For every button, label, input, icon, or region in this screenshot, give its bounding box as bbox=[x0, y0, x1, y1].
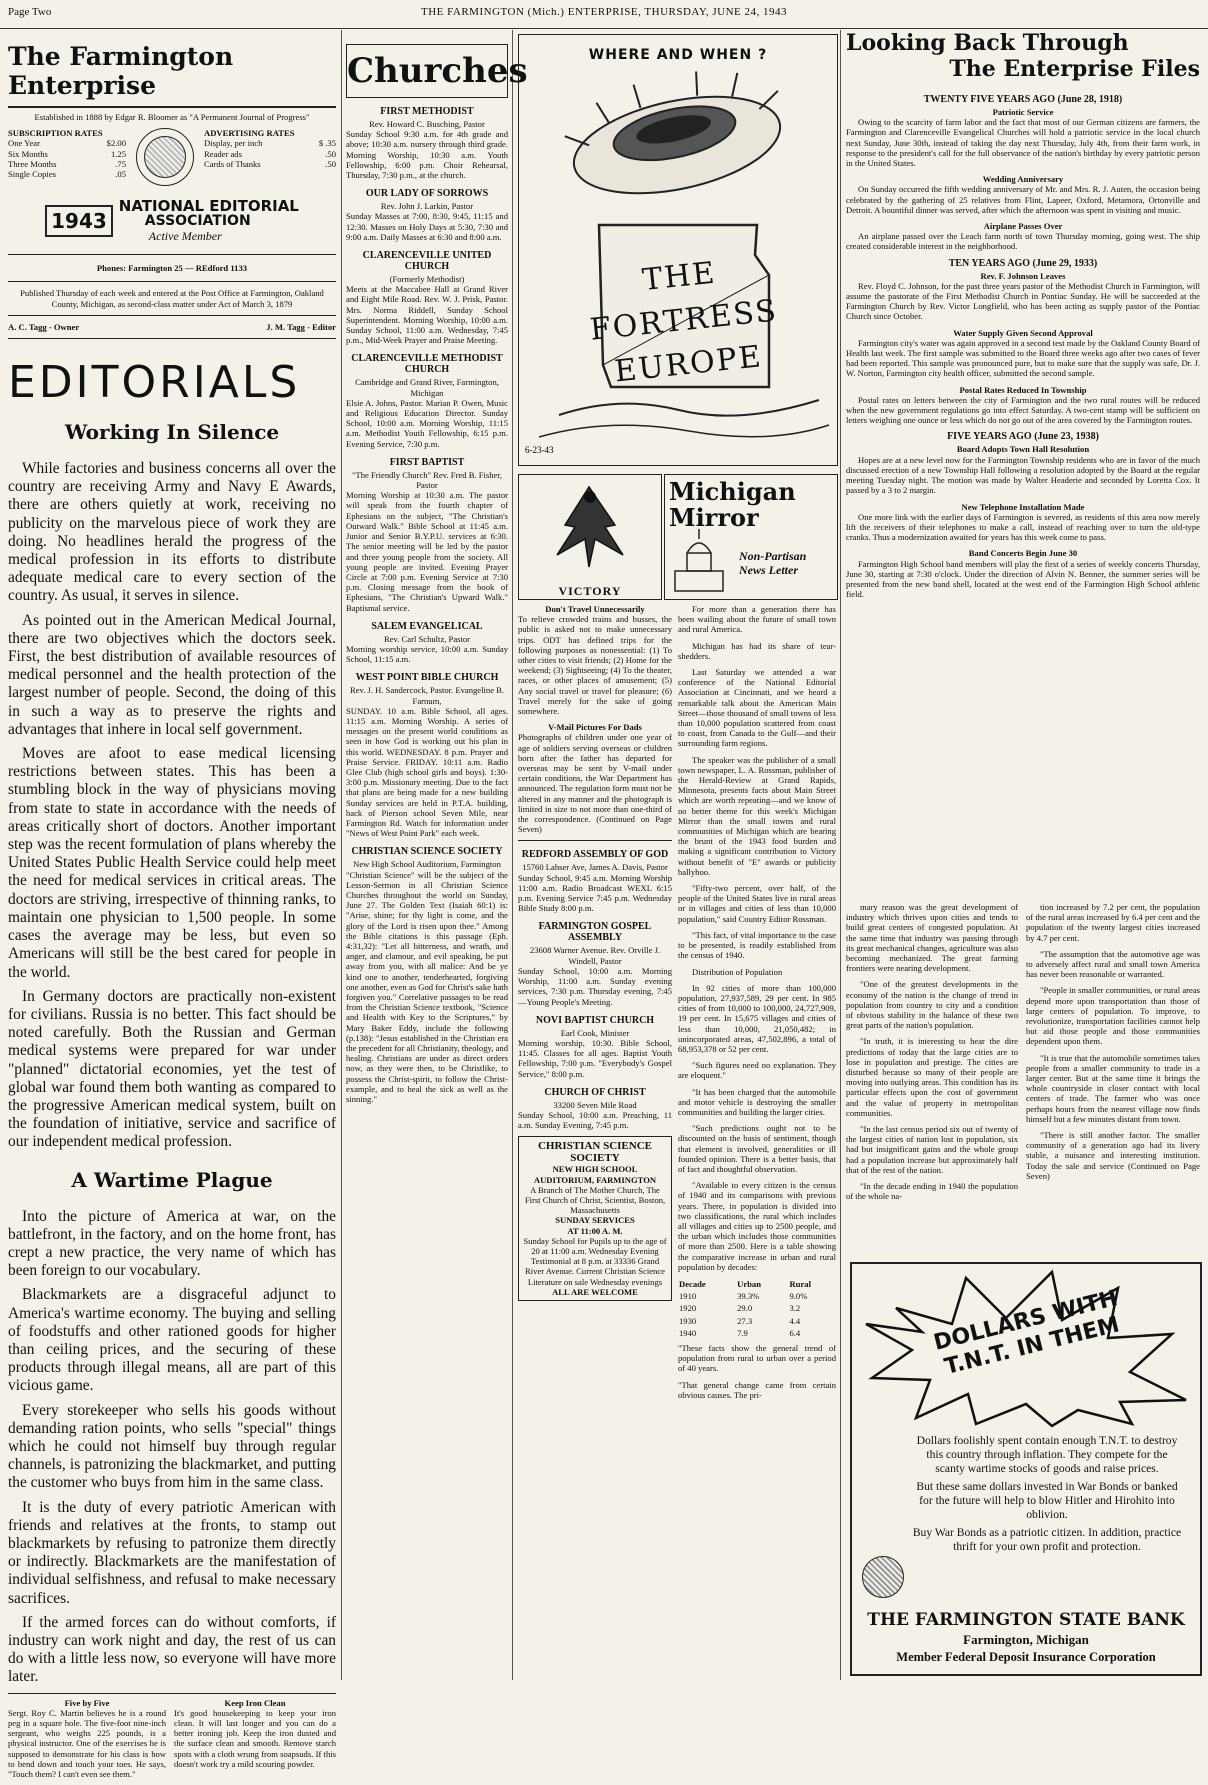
masthead-line: THE FARMINGTON (Mich.) ENTERPRISE, THURSDAY, JUNE 24, 1943 bbox=[420, 6, 788, 18]
headline-working-in-silence: Working In Silence bbox=[64, 420, 280, 445]
paragraph: Last Saturday we attended a war conference of the National Editorial Association at Cincinnati, and we heard a remarkable talk about the American Main Street—those thousand of small towns of less than 10,000 population scattered from coast to coast, from Canada to the Gulf—and their surrounding farm regions. bbox=[678, 667, 836, 749]
ad-copy bbox=[912, 1434, 1182, 1558]
paragraph: Distribution of Population bbox=[692, 966, 783, 977]
table-header: Urban bbox=[737, 1278, 761, 1289]
church-listing bbox=[346, 672, 508, 838]
rate-label: Reader ads bbox=[204, 148, 242, 159]
paragraph: Every storekeeper who sells his goods without demanding ration points, who sells "special" things which he could not himself buy through regular channels, is patronizing the blackmarket, and putting the customer who buys from him in the same class. bbox=[8, 1401, 336, 1492]
church-name: CHRISTIAN SCIENCE SOCIETY bbox=[351, 846, 503, 858]
church-pastor: Rev. Carl Schultz, Pastor bbox=[383, 633, 471, 644]
church-pastor: Rev. Howard C. Busching, Pastor bbox=[369, 119, 485, 129]
filler-five-by-five: Five by Five Sergt. Roy C. Martin believes he is a round peg in a square hole. The five-foot nine-inch sergeant, who weighs 225 pounds, is a physical instructor. One of the exercises he is supposed to demonstrate for his class is how to bend down and touch your toes. He says, "Touch them? I can't even see them." bbox=[8, 1697, 166, 1780]
rate-row bbox=[204, 149, 336, 159]
advertising-rates: ADVERTISING RATES Display, per inch $ .35 Reader ads .50 Cards of Thanks .50 bbox=[204, 128, 336, 169]
cartoon-title: WHERE AND WHEN ? bbox=[588, 47, 768, 63]
ad-paragraph: But these same dollars invested in War Bonds or banked for the future will help to blow Hitler and Hirohito into oblivion. bbox=[916, 1480, 1178, 1521]
looking-back-item-title: Wedding Anniversary bbox=[982, 174, 1064, 185]
looking-back-item-text: Postal rates on letters between the city of Farmington and the two rural routes will be reduced when the new government regulations go into effect Saturday. A two-cent stamp will be sufficient on letters weighing one ounce or less which do not go out of the area covered by the Farmington routes. bbox=[846, 394, 1200, 426]
paragraph: "It is true that the automobile sometimes takes people from a smaller community to trade in a larger center. But at the same time it brings the whole countryside in closer contact with local centers of trade. The farmer who was once perhaps hours from the nearest village now finds himself but a few minutes distant from town. bbox=[1026, 1052, 1200, 1124]
michigan-mirror-banner bbox=[664, 474, 838, 600]
subscription-rates: SUBSCRIPTION RATES One Year $2.00 Six Months 1.25 Three Months .75 Single Copies .05 bbox=[8, 128, 126, 180]
rate-value: $ .35 bbox=[318, 138, 336, 149]
looking-back-heading: TWENTY FIVE YEARS AGO (June 28, 1918) bbox=[923, 94, 1123, 105]
church-pastor: Earl Cook, Minister bbox=[560, 1027, 630, 1038]
church-schedule: "Christian Science" will be the subject of the Lesson-Sermon in all Christian Science Churches throughout the world on Sunday, June 27. The Golden Text (Isaiah 60:1) is: "Arise, shine; for thy light is come, and the glory of the Lord is risen upon thee." Among the Bible citations is this passage (Eph. 4:31,32): "Let all bitterness, and wrath, and anger, and clamour, and evil speaking, be put away from you, with all malice: And be ye kind one to another, tenderhearted, forgiving one another, even as God for Christ's sake hath forgiven you." Correlative passages to be read from the Christian Science textbook, "Science and Health with Key to the Scriptures," by Mary Baker Eddy, include the following (p.138): "Jesus established in the Christian era the precedent for all Christianity, theology, and healing. Christians are under as direct orders now, as they were then, to be Christlike, to possess the Christ-spirit, to follow the Christ-example, and to heal the sick as well as the sinning." bbox=[346, 869, 508, 1105]
rate-value: .50 bbox=[325, 148, 336, 159]
looking-back-item-title: Board Adopts Town Hall Resolution bbox=[956, 444, 1090, 455]
churches-banner bbox=[346, 44, 528, 98]
ad-paragraph: Dollars foolishly spent contain enough T.N.T. to destroy this country through inflation. They compete for the scanty wartime stocks of goods and raise prices. bbox=[916, 1434, 1178, 1475]
paragraph: As pointed out in the American Medical Journal, there are two objectives which the doctors seek. First, the best distribution of available resources of medical personnel and the health protection of the largest number of people. Second, the doing of this in such a way as to preserve the rights and advantages that inhere in local self government. bbox=[8, 611, 336, 738]
church-listing bbox=[346, 188, 508, 242]
looking-back-item-title: Patriotic Service bbox=[992, 107, 1054, 117]
mirror-column: For more than a generation there has been wailing about the future of small town and rural America. Michigan has had its share of tear-shedders. Last Saturday we attended a war conference of the National Editorial Association at Cincinnati, and we heard a remarkable talk about the American Main Street—those thousand of small towns of less than 10,000 population scattered from coast to coast, from Canada to the Gulf—and their surrounding farm regions. The speaker was the publisher of a small town newspaper, L. A. Rossman, publisher of the Herald-Review at Grand Rapids, Minnesota, presents facts about Main Street which are worth repeating—and we know of no better theme for this week's Michigan Mirror than the small towns and rural communities of Michigan which are bearing the brunt of the 1943 food burden and making a significant contribution to Victory without benefit of "E" awards or publicity ballyhoo. "Fifty-two percent, over half, of the people of the United States live in rural areas or in villages and cities of less than 10,000 population," said Country Editor Rossman. "This fact, of vital importance to the case to be presented, is readily established from the census of 1940. Distribution of Population In 92 cities of more than 100,000 population, 27,937,589, 29 per cent. In 985 cities of from 10,000 to 100,000, 24,727,909, 19 per cent. In 15,675 villages and cities of less than 10,000, 21,050,482; in unincorporated areas, 47,502,896, a total of 68,953,378 or 52 per cent. "Such figures need no explanation. They are eloquent." "It has been charged that the automobile and motor vehicle is destroying the smaller communities and building the larger cities. "Such predictions ought not to be discounted on the basis of sentiment, though that element is involved, generalities or ill founded opinion. There is a better basis, that of fact and thoughtful observation. "Available to every citizen is the census of 1940 and its comparisons with previous years. There, in population is divided into two classifications, the rural which includes all villages and cities up to 2500 people, and the urban which includes those communities of more than 2500. Here is a table showing the comparative increase in urban and rural population by decades: Decade Urban Rural 1910 39.3% 9.0% 1920 29.0 3.2 1930 27.3 4.4 1940 7.9 6.4 "These facts show the general trend of population from rural to urban over a period of 40 years. "That general change came from certain obvious causes. The pri- bbox=[678, 604, 836, 1400]
table-cell: 29.0 bbox=[737, 1303, 753, 1314]
rate-row bbox=[204, 159, 336, 169]
paragraph: For more than a generation there has been wailing about the future of small town and rural America. bbox=[678, 604, 836, 635]
church-pastor: New High School Auditorium, Farmington bbox=[353, 859, 501, 870]
churches-column bbox=[346, 30, 528, 1110]
lower-church-listings bbox=[518, 849, 672, 1130]
table-cell: 3.2 bbox=[789, 1303, 801, 1314]
eagle-icon bbox=[519, 475, 661, 579]
church-listings bbox=[346, 106, 508, 1104]
church-listing bbox=[518, 921, 672, 1006]
capitol-icon bbox=[669, 527, 729, 597]
rate-label: Single Copies bbox=[8, 169, 56, 180]
church-listing bbox=[346, 353, 508, 448]
article-working-in-silence bbox=[8, 460, 336, 1152]
church-listing bbox=[346, 621, 508, 665]
looking-back-item-title: Airplane Passes Over bbox=[983, 221, 1063, 232]
looking-back-item-title: Postal Rates Reduced In Township bbox=[959, 384, 1087, 395]
looking-back-title-2: The Enterprise Files bbox=[949, 56, 1200, 82]
paragraph: "In the last census period six out of twenty of the largest cities of nation lost in population, six had but insignificant gains and the whole group had a population increase but approximately half that of the rest of the nation. bbox=[846, 1124, 1018, 1175]
table-cell: 1910 bbox=[679, 1291, 697, 1302]
church-listing bbox=[518, 849, 672, 913]
rates-box bbox=[8, 128, 336, 186]
table-cell: 9.0% bbox=[789, 1291, 808, 1302]
table-header: Decade bbox=[679, 1278, 706, 1289]
church-name: SALEM EVANGELICAL bbox=[371, 620, 483, 632]
cartoon-caption: THE FORTRESS EUROPE bbox=[588, 255, 780, 390]
rate-row bbox=[8, 159, 126, 169]
phones-line: Phones: Farmington 25 — REdford 1133 bbox=[96, 263, 248, 274]
looking-back-item-text: Rev. Floyd C. Johnson, for the past three years pastor of the Methodist Church in Farmington, will assume the pastorate of the First Methodist Church in Pontiac Sunday. He will be succeeded at the Farmington Church by Rev. Victor Longfield, who has been acting as supply pastor of the Pontiac Church since October. bbox=[846, 280, 1200, 322]
paragraph: Into the picture of America at war, on the battlefront, in the factory, and on the home front, has crept a new practice, the very name of which has been foreign to our vocabulary. bbox=[8, 1207, 336, 1280]
bank-fdic: Member Federal Deposit Insurance Corporation bbox=[896, 1650, 1156, 1664]
established-line: Established in 1888 by Edgar R. Bloomer as "A Permanent Journal of Progress" bbox=[34, 112, 310, 122]
mirror-title: Michigan Mirror bbox=[669, 477, 796, 532]
church-name: FIRST BAPTIST bbox=[389, 456, 465, 468]
paragraph: "Fifty-two percent, over half, of the people of the United States live in rural areas or in villages and cities of less than 10,000 population," said Country Editor Rossman. bbox=[678, 883, 836, 924]
church-pastor: 33200 Seven Mile Road bbox=[553, 1099, 637, 1110]
church-listing bbox=[346, 106, 508, 180]
headline-wartime-plague: A Wartime Plague bbox=[71, 1167, 273, 1192]
church-schedule: Meets at the Maccabee Hall at Grand River and Eight Mile Road. Rev. W. J. Prisk, Pastor. Mrs. Norma Riddell, Sunday School Superintendent. Morning Worship, 10:00 a.m. Sunday School, 11:00 a.m. Wednesday, 7:45 p.m., Mid-Week Prayer and Praise Meeting. bbox=[346, 284, 508, 346]
rate-value: .50 bbox=[325, 158, 336, 169]
church-listing bbox=[518, 1087, 672, 1131]
church-name: WEST POINT BIBLE CHURCH bbox=[355, 672, 499, 684]
column-divider bbox=[840, 30, 841, 1680]
mirror-continued-2 bbox=[1026, 902, 1200, 1187]
looking-back-item-title: Water Supply Given Second Approval bbox=[953, 327, 1093, 338]
church-schedule: Sunday School 9:30 a.m. for 4th grade and above; 10:30 a.m. nursery through third grade. Morning Worship, 10:30 a.m. Youth Fellowship, 6:00 p.m. Choir Rehearsal, Thursday, 7:30 p.m., at the church. bbox=[346, 129, 508, 181]
staff-line: A. C. Tagg - Owner J. M. Tagg - Editor bbox=[8, 321, 336, 332]
looking-back-item-text: One more link with the earlier days of Farmington is severed, as residents of this area now merely lift the receivers of their telephones to make a call, instead of reaching over to turn the old-type cranks. Thus a modernization awaited for years has this week come to pass. bbox=[846, 511, 1200, 543]
bank-name: THE FARMINGTON STATE BANK bbox=[867, 1610, 1185, 1630]
column-divider bbox=[512, 30, 513, 1680]
paragraph: "It has been charged that the automobile and motor vehicle is destroying the smaller communities and building the larger cities. bbox=[678, 1086, 836, 1117]
paragraph: mary reason was the great development of industry which thrives upon cities and tends to build great centers of congested population. At the same time that industry was passing through its great mechanical changes, agriculture was also becoming mechanized. The great farming frontiers were nearing development. bbox=[846, 902, 1018, 974]
paragraph: It is the duty of every patriotic American with friends and relatives at the fronts, to stamp out blackmarkets by refusing to patronize them directly or indirectly. Blackmarkets are the manifestation of individual selfishness, and refusal to make necessary sacrifices. bbox=[8, 1498, 336, 1607]
rate-value: .05 bbox=[115, 169, 126, 180]
looking-back-column bbox=[846, 30, 1200, 605]
rate-row bbox=[8, 149, 126, 159]
travel-heading: Don't Travel Unnecessarily bbox=[545, 604, 645, 614]
paragraph: In Germany doctors are practically non-existent for civilians. Russia is no better. This fact should be noted carefully. Both the Russian and German medical systems were prepared for war under "planned" dictatorial economies, yet the test of global war found them both wanting as compared to the progressive American medical system, built on the foundation of initiative, service and sacrifice of our independent medical profession. bbox=[8, 987, 336, 1151]
vmail-heading: V-Mail Pictures For Dads bbox=[548, 722, 642, 733]
table-row bbox=[678, 1302, 836, 1314]
paragraph: "In truth, it is interesting to hear the dire predictions of today that the large cities are to lose in population and prestige. The cities are disturbed because so many of their people are moving into outlying areas. This condition has its particular effects upon the cost of government and the value of property in metropolitan communities. bbox=[846, 1036, 1018, 1118]
church-pastor: Rev. J. H. Sandercock, Pastor. Evangeline B. Farnum, bbox=[349, 685, 505, 706]
looking-back-item-title: Rev. F. Johnson Leaves bbox=[980, 270, 1066, 281]
paragraph: tion increased by 7.2 per cent, the population of the rural areas increased by 6.4 per cent and the population of the twenty largest cities increased by 4.7 per cent. bbox=[1026, 902, 1200, 943]
looking-back-heading: TEN YEARS AGO (June 29, 1933) bbox=[948, 257, 1098, 269]
church-pastor: "The Friendly Church" Rev. Fred B. Fisher, Pastor bbox=[351, 469, 503, 491]
paragraph: Blackmarkets are a disgraceful adjunct to America's wartime economy. The buying and selling of foodstuffs and other rationed goods for higher than ceiling prices, and the securing of these products through illegal means, all are part of this vicious game. bbox=[8, 1286, 336, 1395]
editorials-heading: EDITORIALS bbox=[8, 357, 301, 409]
paragraph: "In the decade ending in 1940 the population of the whole na- bbox=[846, 1181, 1018, 1202]
editorial-column bbox=[8, 30, 336, 1785]
rate-label: Cards of Thanks bbox=[204, 158, 261, 169]
rate-value: $2.00 bbox=[106, 138, 126, 149]
paragraph: "There is still another factor. The smaller community of a generation ago had its livery stable, a nuisance and interesting institution. Today the sale and service (Continued on Page Seven) bbox=[1026, 1130, 1200, 1181]
church-name: FIRST METHODIST bbox=[380, 106, 474, 117]
seal-icon bbox=[136, 128, 194, 186]
looking-back-item-text: Farmington High School band members will play the first of a series of weekly concerts Thursday, June 30, starting at 7:30 o'clock. Under the direction of Alvin N. Benner, the summer series will be presented from the new band shell, located at the west end of the Farmington High School athletic field. bbox=[846, 558, 1200, 600]
mirror-continued-1 bbox=[846, 902, 1018, 1207]
church-listing bbox=[518, 1015, 672, 1079]
table-cell: 1930 bbox=[679, 1315, 697, 1326]
victory-label: VICTORY bbox=[558, 584, 622, 598]
church-name: CLARENCEVILLE METHODIST CHURCH bbox=[351, 353, 503, 376]
bank-advertisement bbox=[850, 1262, 1202, 1676]
looking-back-heading: FIVE YEARS AGO (June 23, 1938) bbox=[947, 431, 1099, 443]
table-cell: 1940 bbox=[679, 1327, 697, 1338]
paragraph: "This fact, of vital importance to the case to be presented, is readily established from the census of 1940. bbox=[678, 929, 836, 961]
mirror-subtitle: Non-Partisan News Letter bbox=[739, 549, 807, 577]
table-row bbox=[678, 1315, 836, 1327]
paragraph: If the armed forces can do without comforts, if industry can work night and day, the rest of us can do with a little less now, so everyone will have more later. bbox=[8, 1613, 336, 1686]
church-name: REDFORD ASSEMBLY OF GOD bbox=[521, 849, 669, 861]
paragraph: "Available to every citizen is the census of 1940 and its comparisons with previous years. There, in population is divided into two classifications, the rural which includes all villages and cities up to 2500 people, and the urban which includes those communities of more than 2500. Here is a table showing the comparative increase in urban and rural population by decades: bbox=[678, 1180, 836, 1272]
association-logo: 1943 NATIONAL EDITORIAL ASSOCIATION Active Member bbox=[8, 198, 336, 244]
table-cell: 39.3% bbox=[737, 1291, 760, 1302]
church-name: CHURCH OF CHRIST bbox=[544, 1086, 646, 1098]
table-cell: 1920 bbox=[679, 1303, 697, 1314]
looking-back-item-text: On Sunday occurred the fifth wedding anniversary of Mr. and Mrs. R. J. Auten, the occasion being celebrated by the gathering of 25 relatives from Flint, Lapeer, Oxford, Metamora, Ortonville and Detroit. A bountiful dinner was served, after which the afternoon was spent in visiting and music. bbox=[846, 184, 1200, 215]
paragraph: "One of the greatest developments in the economy of the nation is the change of trend in population from country to city and a condition of obvious stability in the balance of these two great parts of the nation's population. bbox=[846, 979, 1018, 1031]
church-schedule: Morning worship, 10:30. Bible School, 11:45. Classes for all ages. Baptist Youth Fellowship, 7:00 p.m. "Everybody's Gospel Service," 8:00 p.m. bbox=[518, 1037, 672, 1079]
church-listing bbox=[346, 846, 508, 1104]
paragraph: While factories and business concerns all over the country are receiving Army and Navy E Awards, there are others quietly at work, receiving no publicity on the marvelous piece of work they are doing. No headlines herald the progress of the medical profession in its efforts to distribute adequate medical care to every section of the country. As usual, it serves in silence. bbox=[8, 460, 336, 605]
church-schedule: Morning Worship at 10:30 a.m. The pastor will speak from the fourth chapter of Ephesians on the subject, "The Christian's Outward Walk." Bible School at 11:45 a.m. Junior and Senior B.Y.P.U. services at 6:30. The senior meeting will be led by the pastor and three young people from the society. All young people are invited. Evening Prayer Circle at 7:00 p.m. Evening Service at 7:30 p.m. Closing message from the book of Ephesians, "The Christian's Upward Walk." Baptismal service. bbox=[346, 490, 508, 613]
table-header: Rural bbox=[789, 1278, 811, 1289]
looking-back-sections bbox=[846, 94, 1200, 599]
table-cell: 4.4 bbox=[789, 1315, 801, 1326]
page-header bbox=[0, 0, 1208, 29]
victory-illustration bbox=[518, 474, 662, 600]
church-pastor: Cambridge and Grand River, Farmington, Michigan bbox=[355, 377, 499, 398]
mirror-article bbox=[678, 604, 836, 1272]
paragraph: "The assumption that the automotive age was to adversely affect rural and small town America has never been reasonable or warranted. bbox=[1026, 948, 1200, 980]
ad-paragraph: Buy War Bonds as a patriotic citizen. In addition, practice thrift for your own profit and protection. bbox=[912, 1526, 1182, 1553]
looking-back-item-title: New Telephone Installation Made bbox=[961, 501, 1085, 512]
cartoon-date-mark: 6-23-43 bbox=[525, 445, 554, 455]
rate-label: Three Months bbox=[8, 158, 57, 169]
rate-label: Six Months bbox=[8, 148, 48, 159]
column-divider bbox=[341, 30, 342, 1680]
rate-label: One Year bbox=[8, 138, 40, 149]
table-cell: 7.9 bbox=[737, 1327, 748, 1338]
church-schedule: Sunday School, 9:45 a.m. Morning Worship 11:00 a.m. Radio Broadcast WEXL 6:15 p.m. Evening Service 7:45 p.m. Wednesday Bible Study 8:00 p.m. bbox=[518, 872, 672, 914]
publication-notice: Published Thursday of each week and entered at the Post Office at Farmington, Oakland County, Michigan, as second-class matter under Act of March 3, 1879 bbox=[20, 288, 324, 309]
cartoon-fortress-europe bbox=[518, 34, 838, 466]
church-pastor: 23608 Warner Avenue. Rev. Orville J. Windell, Pastor bbox=[529, 945, 661, 966]
looking-back-item-text: Owing to the scarcity of farm labor and the fact that most of our German citizens are farmers, the Farmington and Clarenceville Evangelical Churches will hold a patriotic service in the local church next Sunday, June 30th, instead of taking the day next Thursday, July 4th, from their farm work, in response to the president's call for the full observance of the nation's birthday by every patriotic person in the United States. bbox=[846, 117, 1200, 169]
filler-keep-iron-clean: Keep Iron Clean It's good housekeeping to keep your iron clean. It will last longer and you can do a better ironing job. Keep the iron dusted and the surface clean and smooth. Remove starch spots with a cloth wrung from soapsuds. If this doesn't work try a mild scouring powder. bbox=[174, 1697, 336, 1769]
rate-value: 1.25 bbox=[110, 148, 126, 159]
fillers bbox=[8, 1698, 336, 1785]
rate-row bbox=[204, 138, 336, 148]
paragraph: Moves are afoot to ease medical licensing restrictions between states. This has been a stumbling block in the way of physicians moving from state to state in accordance with the needs of areas critically short of doctors. Another important step was the recent formulation of plans whereby the United States Public Health Service could help meet the need for medical services in critical areas. The doctors are striving, irrespective of thinning ranks, to maintain one physician to 1,500 people. In some cases the average may be less, but even so Americans will still be the best cared for people in the world. bbox=[8, 745, 336, 981]
war-bond-seal-icon bbox=[862, 1556, 904, 1598]
rate-value: .75 bbox=[115, 158, 126, 169]
table-cell: 27.3 bbox=[737, 1315, 753, 1326]
paragraph: "People in smaller communities, or rural areas depend more upon transportation than those of large centers of population. To improve, to revolutionize, transportation facilities cannot help but aid those people and those communities dependent upon them. bbox=[1026, 985, 1200, 1047]
christian-science-box: CHRISTIAN SCIENCE SOCIETY NEW HIGH SCHOOL AUDITORIUM, FARMINGTON A Branch of The Mother Church, The First Church of Christ, Scientist, Boston, Massachusetts SUNDAY SERVICES AT 11:00 A. M. Sunday School for Pupils up to the age of 20 at 11:00 a.m. Wednesday Evening Testimonial at 8 p.m. at 33336 Grand River Avenue. Current Christian Science Literature on sale Wednesday evenings ALL ARE WELCOME bbox=[518, 1136, 672, 1301]
church-schedule: Elsie A. Johns, Pastor. Marian P. Owen, Music and Religious Education Director. Sunday School, 10:00 a.m. Morning Worship, 11:15 a.m. Methodist Youth Fellowship, 6:15 p.m. Evening Service, 7:30 p.m. bbox=[346, 397, 508, 449]
looking-back-item-text: An airplane passed over the Leach farm north of town Thursday morning, going west. The ship created considerable interest in the neighborhood. bbox=[846, 231, 1200, 252]
church-schedule: Morning worship service, 10:00 a.m. Sunday School, 11:15 a.m. bbox=[346, 643, 508, 665]
church-listing bbox=[346, 250, 508, 345]
looking-back-title-1: Looking Back Through bbox=[846, 30, 1129, 56]
paragraph: In 92 cities of more than 100,000 population, 27,937,589, 29 per cent. In 985 cities of from 10,000 to 100,000, 24,727,909, 19 per cent. In 15,675 villages and cities of less than 10,000, 21,050,482; in unincorporated areas, 47,502,896, a total of 68,953,378 or 52 per cent. bbox=[678, 982, 836, 1054]
paragraph: The speaker was the publisher of a small town newspaper, L. A. Rossman, publisher of the Herald-Review at Grand Rapids, Minnesota, presents facts about Main Street which are worth repeating—and we know of no better theme for this week's Michigan Mirror than the small towns and rural communities of Michigan which are bearing the brunt of the 1943 food burden and making a significant contribution to Victory without benefit of "E" awards or publicity ballyhoo. bbox=[678, 754, 836, 877]
table-row bbox=[678, 1327, 836, 1339]
paragraph: Michigan has had its share of tear-shedders. bbox=[678, 640, 836, 661]
church-schedule: Sunday School, 10:00 a.m. Morning Worship, 11:00 a.m. Sunday evening services, 7:30 p.m. Thursday evening, 7:45—Young People's Meeting. bbox=[518, 965, 672, 1007]
church-listing bbox=[346, 457, 508, 613]
article-wartime-plague bbox=[8, 1208, 336, 1687]
rate-row bbox=[8, 169, 126, 179]
church-pastor: 15760 Lahser Ave, James A. Davis, Pastor bbox=[522, 862, 668, 873]
looking-back-item-text: Hopes are at a new level now for the Farmington Township residents who are in favor of the much discussed erection of a new Township Hall following a resolution adopted by the Board at the regular meeting Tuesday night. The motion was made by Walter Headerie and seconded by Loretta Cox. It passed by a 3 to 2 margin. bbox=[846, 454, 1200, 496]
paragraph: "Such predictions ought not to be discounted on the basis of sentiment, though that element is involved, generalities or ill founded opinion. There is a better basis, that of fact and thoughtful observation. bbox=[678, 1123, 836, 1174]
rate-row bbox=[8, 138, 126, 148]
church-pastor: Rev. John J. Larkin, Pastor bbox=[380, 201, 474, 212]
church-schedule: Sunday Masses at 7:00, 8:30, 9:45, 11:15 and 12:30. Masses on Holy Days at 5:30, 7:30 and 9:00 a.m. Daily Masses at 6:30 and 8:00 a.m. bbox=[346, 211, 508, 242]
church-name: CLARENCEVILLE UNITED CHURCH bbox=[362, 250, 492, 273]
rate-label: Display, per inch bbox=[204, 138, 263, 149]
church-pastor: (Formerly Methodist) bbox=[389, 274, 465, 285]
looking-back-item-title: Band Concerts Begin June 30 bbox=[968, 548, 1078, 559]
church-schedule: Sunday School, 10:00 a.m. Preaching, 11 a.m. Sunday Evening, 7:45 p.m. bbox=[518, 1109, 672, 1131]
bank-location: Farmington, Michigan bbox=[963, 1632, 1089, 1647]
travel-column: Don't Travel Unnecessarily To relieve crowded trains and busses, the public is asked not to make unnecessary trips. ODT has defined trips for the following purposes as nonessential: (1) To other cities to visit friends; (2) Home for the weekend; (3) Sightseeing; (4) To the theater, races, or other places of amusement; (5) Any social travel or travel for pleasure; (6) Travel merely for the sake of going somewhere. V-Mail Pictures For Dads Photographs of children under one year of age of soldiers serving overseas or children born after the father has departed for overseas may be sent by V-mail under certain conditions, the War Department has announced. The regulation form must not be altered in any manner and the photograph is limited in size to not more than one-third of the correspondence. (Continued on Page Seven) REDFORD ASSEMBLY OF GOD 15760 Lahser Ave, James A. Davis, Pastor Sunday School, 9:45 a.m. Morning Worship 11:00 a.m. Radio Broadcast WEXL 6:15 p.m. Evening Service 7:45 p.m. Wednesday Bible Study 8:00 p.m. FARMINGTON GOSPEL ASSEMBLY 23608 Warner Avenue. Rev. Orville J. Windell, Pastor Sunday School, 10:00 a.m. Morning Worship, 11:00 a.m. Sunday evening services, 7:30 p.m. Thursday evening, 7:45—Young People's Meeting. NOVI BAPTIST CHURCH Earl Cook, Minister Morning worship, 10:30. Bible School, 11:45. Classes for all ages. Baptist Youth Fellowship, 7:00 p.m. "Everybody's Gospel Service," 8:00 p.m. CHURCH OF CHRIST 33200 Seven Mile Road Sunday School, 10:00 a.m. Preaching, 11 a.m. Sunday Evening, 7:45 p.m. CHRISTIAN SCIENCE SOCIETY NEW HIGH SCHOOL AUDITORIUM, FARMINGTON A Branch of The Mother Church, The First Church of Christ, Scientist, Boston, Massachusetts SUNDAY SERVICES AT 11:00 A. M. Sunday School for Pupils up to the age of 20 at 11:00 a.m. Wednesday Evening Testimonial at 8 p.m. at 33336 Grand River Avenue. Current Christian Science Literature on sale Wednesday evenings ALL ARE WELCOME bbox=[518, 604, 672, 1301]
paper-name: The Farmington Enterprise bbox=[8, 42, 234, 100]
table-cell: 6.4 bbox=[789, 1327, 801, 1338]
paragraph: "Such figures need no explanation. They are eloquent." bbox=[678, 1060, 836, 1081]
church-schedule: SUNDAY. 10 a.m. Bible School, all ages. 11:15 a.m. Morning Worship. A series of messages on the present world conditions as seen in how God is working out his plan in this world. WEDNESDAY. 8 p.m. Prayer and Praise Service. FRIDAY. 10:11 a.m. Radio Glee Club (high school girls and boys). 1:30-3:00 p.m. Missionary meeting. Due to the fact that plans are being made for a new building Sunday services are held in P.T.A. building, back of Pierson school Seven Mile, near Farmington Rd. Watch for information under "News of West Point Park" each week. bbox=[346, 705, 508, 839]
population-table bbox=[678, 1278, 836, 1339]
church-name: FARMINGTON GOSPEL ASSEMBLY bbox=[538, 921, 652, 944]
churches-title: Churches bbox=[347, 51, 528, 91]
church-name: OUR LADY OF SORROWS bbox=[365, 188, 489, 200]
page-label: Page Two bbox=[8, 6, 52, 18]
table-row bbox=[678, 1290, 836, 1302]
ad-burst-text: DOLLARS WITH T.N.T. IN THEM bbox=[931, 1285, 1122, 1380]
church-name: NOVI BAPTIST CHURCH bbox=[535, 1014, 655, 1026]
looking-back-item-text: Farmington city's water was again approved in a second test made by the Oakland County Board of Health last week. The first sample was submitted to the Board three weeks ago after two cases of fever had been reported. This sample was pronounced pure, but to make sure that the supply was safe, Dr. J. W. Norton, Farmington city health officer, submitted the second sample. bbox=[846, 337, 1200, 379]
